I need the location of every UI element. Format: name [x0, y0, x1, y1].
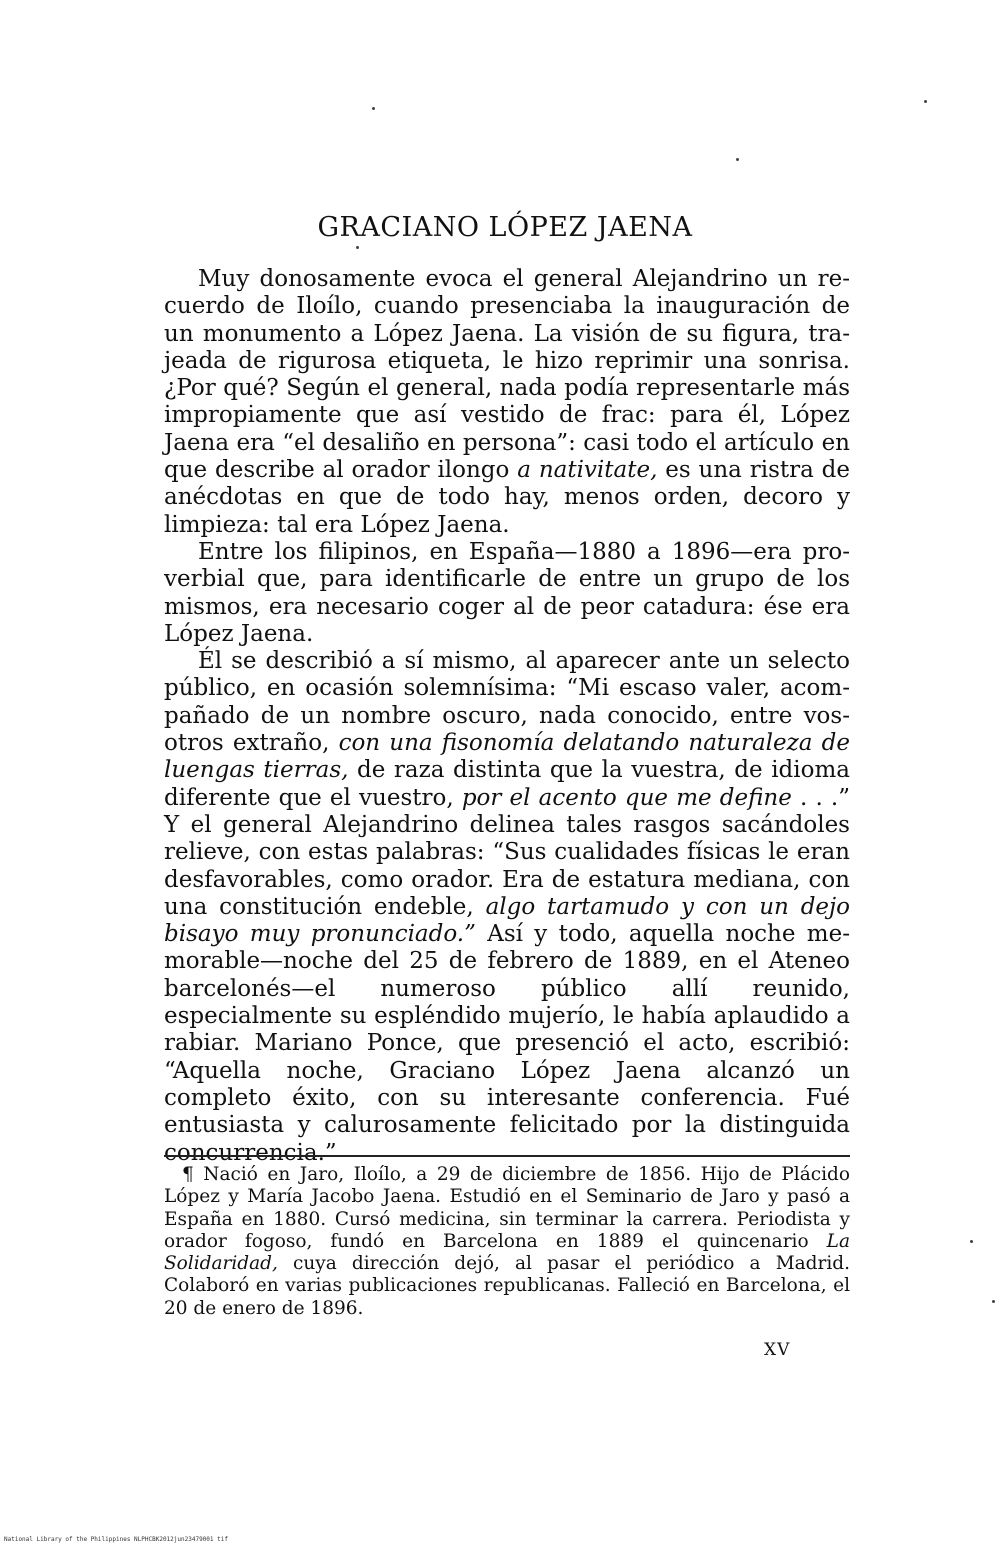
- scan-speck: [970, 1240, 973, 1243]
- footnote-divider: [164, 1155, 850, 1157]
- scan-speck: [356, 246, 359, 249]
- paragraph: Muy donosamente evoca el general Alejandrino un recuerdo de Iloílo, cuando presenciaba la inauguración de un monumento a López Jaena. La visión de su figura, trajeada de rigurosa etiqueta, le hizo reprimir una sonrisa. ¿Por qué? Según el general, nada podía representarle más impropiamente que así vestido de frac: para él, López Jaena era “el desaliño en persona”: casi todo el artículo en que describe al orador ilongo a nativitate, es una ristra de anécdotas en que de todo hay, menos orden, decoro y limpieza: tal era López Jaena.: [164, 266, 851, 538]
- page-title: GRACIANO LÓPEZ JAENA: [317, 212, 693, 243]
- page-number: XV: [764, 1340, 791, 1360]
- scan-speck: [372, 107, 375, 110]
- scan-footer-stamp: National Library of the Philippines NLPHCBK2012jun23479001 tif: [4, 1536, 228, 1543]
- scan-speck: [992, 1300, 995, 1303]
- paragraph: Él se describió a sí mismo, al aparecer ante un selecto público, en ocasión solemnísima: “Mi escaso valer, acompañado de un nombre oscuro, nada conocido, entre vosotros extraño, con una fisonomía delatando naturaleza de luengas tierras, de raza distinta que la vuestra, de idioma diferente que el vuestro, por el acento que me define . . .” Y el general Alejandrino delinea tales rasgos sacándoles relieve, con estas palabras: “Sus cualidades físicas le eran desfavorables, como orador. Era de estatura mediana, con una constitución endeble, algo tartamudo y con un dejo bisayo muy pronunciado.” Así y todo, aquella noche memorable—noche del 25 de febrero de 1889, en el Ateneo barcelonés—el numeroso público allí reunido, especialmente su espléndido mujerío, le había aplaudido a rabiar. Mariano Ponce, que presenció el acto, escribió: “Aquella noche, Graciano López Jaena alcanzó un completo éxito, con su interesante conferencia. Fué entusiasta y calurosamente felicitado por la distinguida concurrencia.”: [164, 648, 851, 1166]
- scan-speck: [924, 100, 927, 103]
- main-text: [164, 266, 850, 1167]
- footnote: ¶ Nació en Jaro, Iloílo, a 29 de diciembre de 1856. Hijo de Plácido López y María Jacobo Jaena. Estudió en el Seminario de Jaro y pasó a España en 1880. Cursó medicina, sin terminar la carrera. Periodista y orador fogoso, fundó en Barcelona en 1889 el quincenario La Solidaridad, cuya dirección dejó, al pasar el periódico a Madrid. Colaboró en varias publicaciones republicanas. Falleció en Barcelona, el 20 de enero de 1896.: [164, 1164, 850, 1319]
- paragraph: Entre los filipinos, en España—1880 a 1896—era proverbial que, para identificarle de entre un grupo de los mismos, era necesario coger al de peor catadura: ése era López Jaena.: [164, 538, 850, 647]
- scan-speck: [736, 158, 739, 161]
